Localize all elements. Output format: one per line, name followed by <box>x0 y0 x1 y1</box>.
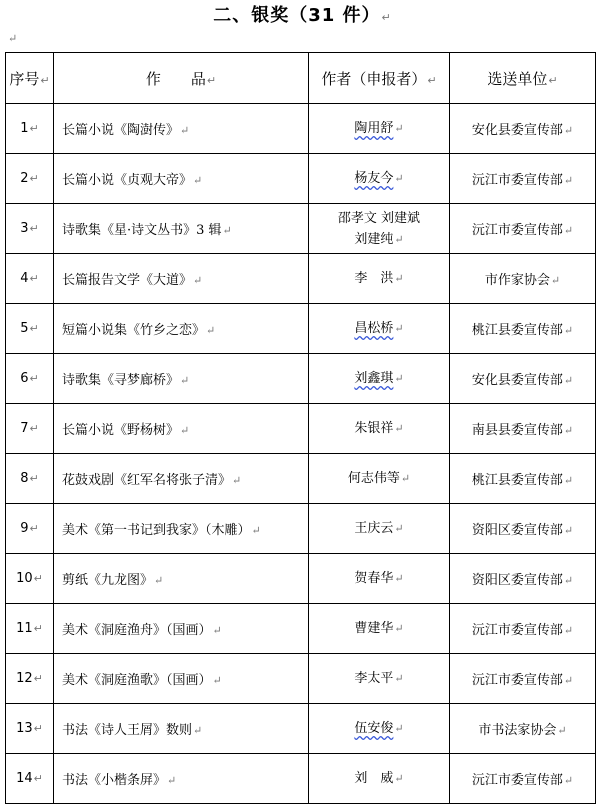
paragraph-mark: ↵ <box>8 32 18 45</box>
cell-no <box>6 654 54 704</box>
author-name: 刘 威 <box>354 771 394 786</box>
table-row <box>6 754 596 804</box>
award-table <box>5 52 596 804</box>
paragraph-mark: ↵ <box>251 524 261 537</box>
paragraph-mark: ↵ <box>193 274 203 287</box>
header-work-label: 作 品 <box>145 69 206 88</box>
paragraph-mark: ↵ <box>557 724 567 737</box>
cell-work <box>54 404 309 454</box>
cell-author <box>309 604 450 654</box>
paragraph-mark: ↵ <box>180 424 190 437</box>
paragraph-mark: ↵ <box>394 172 404 185</box>
cell-unit <box>450 604 596 654</box>
author-line <box>309 618 449 639</box>
row-number: 1 <box>20 121 29 136</box>
paragraph-mark: ↵ <box>548 73 558 87</box>
cell-unit <box>450 404 596 454</box>
cell-no <box>6 454 54 504</box>
paragraph-mark: ↵ <box>33 722 43 735</box>
cell-no <box>6 154 54 204</box>
cell-work <box>54 204 309 254</box>
paragraph-mark: ↵ <box>394 232 404 246</box>
paragraph-mark: ↵ <box>29 472 39 485</box>
paragraph-mark: ↵ <box>394 422 404 435</box>
cell-author <box>309 154 450 204</box>
submitting-unit: 沅江市委宣传部 <box>471 173 563 188</box>
cell-work <box>54 604 309 654</box>
paragraph-mark: ↵ <box>563 474 574 487</box>
table-row <box>6 654 596 704</box>
paragraph-mark: ↵ <box>394 672 404 685</box>
paragraph-mark: ↵ <box>29 172 39 185</box>
work-title: 美术《第一书记到我家》（木雕） <box>62 523 251 538</box>
paragraph-mark: ↵ <box>563 424 574 437</box>
row-number: 14 <box>16 771 33 786</box>
cell-author <box>309 754 450 804</box>
submitting-unit: 资阳区委宣传部 <box>471 573 563 588</box>
paragraph-mark: ↵ <box>394 322 404 335</box>
submitting-unit: 市书法家协会 <box>478 723 557 738</box>
table-row <box>6 504 596 554</box>
cell-unit <box>450 304 596 354</box>
paragraph-mark: ↵ <box>394 372 404 385</box>
header-author-label: 作者（申报者） <box>321 69 427 88</box>
cell-unit <box>450 254 596 304</box>
cell-no <box>6 204 54 254</box>
author-name: 昌松桥 <box>354 321 394 336</box>
author-name: 刘鑫琪 <box>354 371 394 386</box>
author-name: 邵孝文 刘建斌 <box>337 210 421 226</box>
paragraph-mark: ↵ <box>394 522 404 535</box>
cell-author <box>309 204 450 254</box>
paragraph-mark: ↵ <box>563 774 574 787</box>
author-line <box>309 368 449 389</box>
header-unit <box>450 53 596 104</box>
cell-author <box>309 654 450 704</box>
cell-unit <box>450 454 596 504</box>
header-no-label: 序号 <box>9 69 40 88</box>
cell-unit <box>450 754 596 804</box>
cell-author <box>309 254 450 304</box>
author-line <box>309 468 449 489</box>
author-name: 杨友今 <box>354 171 394 186</box>
paragraph-mark: ↵ <box>394 272 404 285</box>
cell-unit <box>450 654 596 704</box>
work-title: 长篇小说《野杨树》 <box>62 423 180 438</box>
author-name: 刘建纯 <box>354 231 394 247</box>
paragraph-mark: ↵ <box>33 622 43 635</box>
paragraph-mark: ↵ <box>29 222 39 235</box>
table-row <box>6 454 596 504</box>
work-title: 短篇小说集《竹乡之恋》 <box>62 323 206 338</box>
paragraph-mark: ↵ <box>29 422 39 435</box>
author-name: 陶用舒 <box>354 121 394 136</box>
author-line <box>309 418 449 439</box>
paragraph-mark: ↵ <box>29 372 39 385</box>
paragraph-mark: ↵ <box>180 374 190 387</box>
author-line <box>309 568 449 589</box>
work-title: 书法《小楷条屏》 <box>62 773 167 788</box>
paragraph-mark: ↵ <box>563 124 574 137</box>
paragraph-mark: ↵ <box>563 374 574 387</box>
cell-work <box>54 554 309 604</box>
paragraph-mark: ↵ <box>29 322 39 335</box>
row-number: 5 <box>20 321 29 336</box>
cell-work <box>54 654 309 704</box>
work-title: 长篇小说《贞观大帝》 <box>62 173 193 188</box>
cell-no <box>6 704 54 754</box>
paragraph-mark: ↵ <box>180 124 190 137</box>
cell-unit <box>450 354 596 404</box>
paragraph-mark: ↵ <box>563 174 574 187</box>
paragraph-mark: ↵ <box>29 522 39 535</box>
paragraph-mark: ↵ <box>394 772 404 785</box>
cell-no <box>6 754 54 804</box>
table-row <box>6 704 596 754</box>
paragraph-mark: ↵ <box>29 272 39 285</box>
row-number: 12 <box>16 671 33 686</box>
paragraph-mark: ↵ <box>563 574 574 587</box>
page-title <box>0 4 605 30</box>
paragraph-mark: ↵ <box>563 524 574 537</box>
table-row <box>6 154 596 204</box>
work-title: 花鼓戏剧《红军名将张子清》 <box>62 473 232 488</box>
cell-work <box>54 254 309 304</box>
work-title: 长篇小说《陶澍传》 <box>62 123 180 138</box>
cell-unit <box>450 504 596 554</box>
cell-work <box>54 454 309 504</box>
submitting-unit: 沅江市委宣传部 <box>471 773 563 788</box>
row-number: 4 <box>20 271 29 286</box>
author-line <box>309 718 449 739</box>
work-title: 美术《洞庭渔舟》（国画） <box>62 623 212 638</box>
submitting-unit: 沅江市委宣传部 <box>471 623 563 638</box>
author-name: 伍安俊 <box>354 721 394 736</box>
cell-work <box>54 104 309 154</box>
cell-author <box>309 504 450 554</box>
paragraph-mark: ↵ <box>33 672 43 685</box>
submitting-unit: 沅江市委宣传部 <box>471 673 563 688</box>
cell-no <box>6 104 54 154</box>
row-number: 13 <box>16 721 33 736</box>
cell-no <box>6 554 54 604</box>
table-row <box>6 354 596 404</box>
table-header-row <box>6 53 596 104</box>
cell-no <box>6 354 54 404</box>
work-title: 剪纸《九龙图》 <box>62 573 154 588</box>
author-name: 王庆云 <box>354 521 394 536</box>
cell-unit <box>450 154 596 204</box>
cell-work <box>54 704 309 754</box>
row-number: 11 <box>16 621 33 636</box>
header-no <box>6 53 54 104</box>
submitting-unit: 南县县委宣传部 <box>471 423 563 438</box>
author-name: 曹建华 <box>354 621 394 636</box>
paragraph-mark: ↵ <box>206 73 217 87</box>
table-row <box>6 304 596 354</box>
paragraph-mark: ↵ <box>154 574 164 587</box>
paragraph-mark: ↵ <box>563 324 574 337</box>
paragraph-mark: ↵ <box>193 174 203 187</box>
submitting-unit: 安化县委宣传部 <box>471 123 563 138</box>
cell-author <box>309 454 450 504</box>
table-body <box>6 104 596 804</box>
author-name: 李 洪 <box>354 271 394 286</box>
paragraph-mark: ↵ <box>394 622 404 635</box>
table-row <box>6 254 596 304</box>
cell-no <box>6 404 54 454</box>
cell-unit <box>450 704 596 754</box>
author-line <box>309 768 449 789</box>
row-number: 10 <box>16 571 33 586</box>
cell-unit <box>450 554 596 604</box>
row-number: 6 <box>20 371 29 386</box>
cell-work <box>54 504 309 554</box>
paragraph-mark: ↵ <box>394 572 404 585</box>
paragraph-mark: ↵ <box>167 774 177 787</box>
cell-author <box>309 404 450 454</box>
cell-author <box>309 554 450 604</box>
work-title: 诗歌集《寻梦廊桥》 <box>62 373 180 388</box>
author-line <box>309 229 449 250</box>
author-name: 李太平 <box>354 671 394 686</box>
table-row <box>6 204 596 254</box>
cell-unit <box>450 104 596 154</box>
table-row <box>6 104 596 154</box>
paragraph-mark: ↵ <box>206 324 216 337</box>
header-author <box>309 53 450 104</box>
paragraph-mark: ↵ <box>232 474 242 487</box>
paragraph-mark: ↵ <box>33 572 43 585</box>
cell-author <box>309 704 450 754</box>
cell-no <box>6 504 54 554</box>
author-line <box>309 318 449 339</box>
author-line <box>309 118 449 139</box>
paragraph-mark: ↵ <box>394 122 404 135</box>
cell-work <box>54 304 309 354</box>
paragraph-mark: ↵ <box>394 722 404 735</box>
row-number: 2 <box>20 171 29 186</box>
row-number: 3 <box>20 221 29 236</box>
work-title: 美术《洞庭渔歌》（国画） <box>62 673 212 688</box>
cell-unit <box>450 204 596 254</box>
row-number: 7 <box>20 421 29 436</box>
work-title: 长篇报告文学《大道》 <box>62 273 193 288</box>
submitting-unit: 桃江县委宣传部 <box>471 473 563 488</box>
table-row <box>6 604 596 654</box>
submitting-unit: 桃江县委宣传部 <box>471 323 563 338</box>
paragraph-mark: ↵ <box>563 224 574 237</box>
work-title: 诗歌集《星·诗文丛书》3 辑 <box>62 223 222 238</box>
author-name: 朱银祥 <box>354 421 394 436</box>
cell-work <box>54 754 309 804</box>
paragraph-mark: ↵ <box>212 624 222 637</box>
cell-author <box>309 104 450 154</box>
submitting-unit: 沅江市委宣传部 <box>471 223 563 238</box>
cell-author <box>309 304 450 354</box>
author-line <box>309 268 449 289</box>
author-line <box>309 668 449 689</box>
paragraph-mark: ↵ <box>29 122 39 135</box>
header-unit-label: 选送单位 <box>487 69 548 88</box>
cell-no <box>6 254 54 304</box>
paragraph-mark: ↵ <box>222 224 232 237</box>
paragraph-mark: ↵ <box>193 724 203 737</box>
paragraph-mark: ↵ <box>33 772 43 785</box>
submitting-unit: 市作家协会 <box>484 273 550 288</box>
paragraph-mark: ↵ <box>550 274 561 287</box>
submitting-unit: 安化县委宣传部 <box>471 373 563 388</box>
paragraph-mark: ↵ <box>212 674 222 687</box>
paragraph-mark: ↵ <box>427 73 437 87</box>
row-number: 9 <box>20 521 29 536</box>
header-work <box>54 53 309 104</box>
row-number: 8 <box>20 471 29 486</box>
cell-work <box>54 154 309 204</box>
cell-work <box>54 354 309 404</box>
paragraph-mark: ↵ <box>563 674 574 687</box>
cell-no <box>6 304 54 354</box>
table-row <box>6 554 596 604</box>
cell-no <box>6 604 54 654</box>
paragraph-mark: ↵ <box>400 472 411 485</box>
author-name: 何志伟等 <box>347 471 400 486</box>
author-name: 贺春华 <box>354 571 394 586</box>
submitting-unit: 资阳区委宣传部 <box>471 523 563 538</box>
paragraph-mark: ↵ <box>381 11 392 24</box>
work-title: 书法《诗人王屑》数则 <box>62 723 193 738</box>
title-text: 二、银奖（31 件） <box>213 5 381 26</box>
author-line <box>309 518 449 539</box>
cell-author <box>309 354 450 404</box>
table-row <box>6 404 596 454</box>
paragraph-mark: ↵ <box>563 624 574 637</box>
author-line <box>309 168 449 189</box>
paragraph-mark: ↵ <box>40 73 50 87</box>
